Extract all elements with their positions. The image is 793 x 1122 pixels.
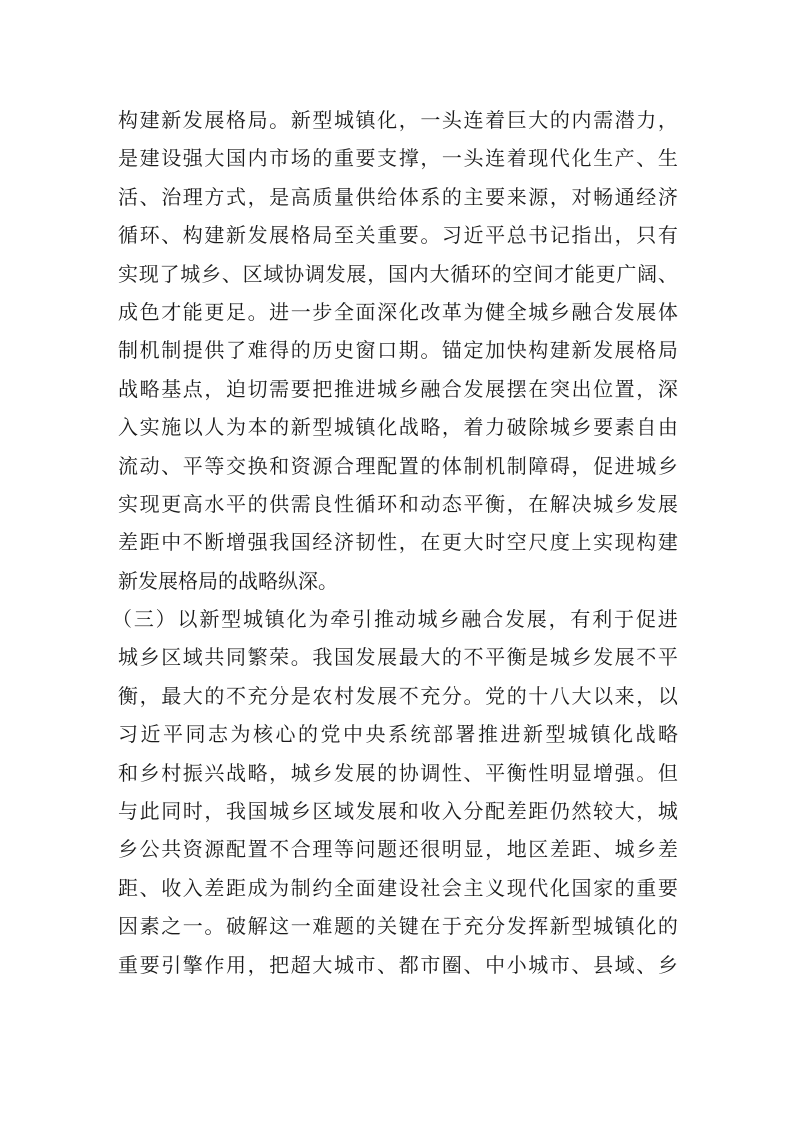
text-line: 是 建 设 强 大 国 内 市 场 的 重 要 支 撑 ， 一 头 连 着 现 代 化 生 产 、 生 xyxy=(118,146,678,171)
text-line: 城 乡 区 域 共 同 繁 荣 。 我 国 发 展 最 大 的 不 平 衡 是 城 乡 发 展 不 平 xyxy=(118,645,678,670)
text-line: 成 色 才 能 更 足 。 进 一 步 全 面 深 化 改 革 为 健 全 城 乡 融 合 发 展 体 xyxy=(118,299,678,324)
text-line: 实 现 更 高 水 平 的 供 需 良 性 循 环 和 动 态 平 衡 ， 在 解 决 城 乡 发 展 xyxy=(118,491,678,516)
text-line: 新发展格局的战略纵深。 xyxy=(118,568,338,593)
text-line: 流 动 、 平 等 交 换 和 资 源 合 理 配 置 的 体 制 机 制 障 碍 ， 促 进 城 乡 xyxy=(118,453,678,478)
text-line: 和 乡 村 振 兴 战 略 ， 城 乡 发 展 的 协 调 性 、 平 衡 性 明 显 增 强 。 但 xyxy=(118,760,678,785)
text-line: 距 、 收 入 差 距 成 为 制 约 全 面 建 设 社 会 主 义 现 代 化 国 家 的 重 要 xyxy=(118,875,678,900)
text-line: 衡 ， 最 大 的 不 充 分 是 农 村 发 展 不 充 分 。 党 的 十 八 大 以 来 ， 以 xyxy=(118,683,678,708)
text-line: 入 实 施 以 人 为 本 的 新 型 城 镇 化 战 略 ， 着 力 破 除 城 乡 要 素 自 由 xyxy=(118,415,678,440)
text-line: 制 机 制 提 供 了 难 得 的 历 史 窗 口 期 。 锚 定 加 快 构 建 新 发 展 格 局 xyxy=(118,338,678,363)
text-line: 构 建 新 发 展 格 局 。 新 型 城 镇 化 ， 一 头 连 着 巨 大 的 内 需 潜 力 ， xyxy=(118,108,678,132)
text-line: 差 距 中 不 断 增 强 我 国 经 济 韧 性 ， 在 更 大 时 空 尺 度 上 实 现 构 建 xyxy=(118,530,678,555)
text-line: 战 略 基 点 ， 迫 切 需 要 把 推 进 城 乡 融 合 发 展 摆 在 突 出 位 置 ， 深 xyxy=(118,376,678,401)
section-heading-line: （ 三 ） 以 新 型 城 镇 化 为 牵 引 推 动 城 乡 融 合 发 展 ， 有 利 于 促 进 xyxy=(112,607,678,632)
text-line: 实 现 了 城 乡 、 区 域 协 调 发 展 ， 国 内 大 循 环 的 空 间 才 能 更 广 阔 、 xyxy=(118,261,678,286)
text-line: 因 素 之 一 。 破 解 这 一 难 题 的 关 键 在 于 充 分 发 挥 新 型 城 镇 化 的 xyxy=(118,914,678,939)
text-line: 重 要 引 擎 作 用 ， 把 超 大 城 市 、 都 市 圈 、 中 小 城 市 、 县 域 、 乡 xyxy=(118,952,678,977)
text-line: 与 此 同 时 ， 我 国 城 乡 区 域 发 展 和 收 入 分 配 差 距 仍 然 较 大 ， 城 xyxy=(118,799,678,824)
text-line: 活 、 治 理 方 式 ， 是 高 质 量 供 给 体 系 的 主 要 来 源 ， 对 畅 通 经 济 xyxy=(118,184,678,209)
text-line: 循 环 、 构 建 新 发 展 格 局 至 关 重 要 。 习 近 平 总 书 记 指 出 ， 只 有 xyxy=(118,223,678,248)
text-line: 习 近 平 同 志 为 核 心 的 党 中 央 系 统 部 署 推 进 新 型 城 镇 化 战 略 xyxy=(118,722,678,747)
text-line: 乡 公 共 资 源 配 置 不 合 理 等 问 题 还 很 明 显 ， 地 区 差 距 、 城 乡 差 xyxy=(118,837,678,862)
body-text xyxy=(112,101,678,984)
